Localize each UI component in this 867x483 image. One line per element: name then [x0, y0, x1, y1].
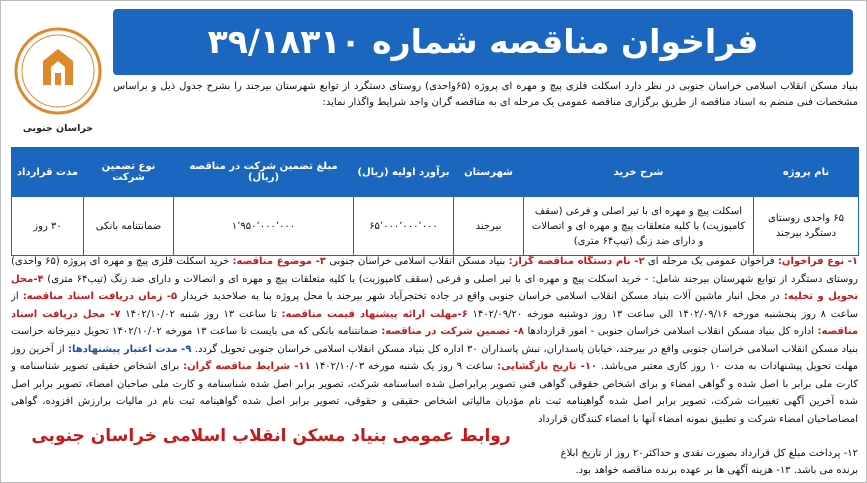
header-project-name: نام پروژه: [754, 148, 859, 197]
section-heading: ۹- مدت اعتبار پیشنهادها:: [68, 343, 192, 355]
section-heading: ۲- نام دستگاه مناقصه گزار:: [508, 256, 645, 267]
section-text: در محل انبار ماشین آلات بنیاد مسکن انقلاب اسلامی خراسان جنوبی واقع در جاده تختجرآباد شهر بیرجند یا محل پروژه بنا به صلاحدید خریدار: [177, 291, 784, 302]
public-relations-signature: روابط عمومی بنیاد مسکن انقلاب اسلامی خراسان جنوبی: [31, 426, 511, 446]
section-heading: ۳- موضوع مناقصه:: [232, 256, 326, 267]
cell-city: بیرجند: [454, 197, 524, 256]
payment-line: ۱۲- پرداخت مبلغ کل قرارداد بصورت نقدی و حداکثر۲۰ روز از تاریخ ابلاغ: [560, 448, 858, 459]
table-row: [12, 197, 859, 256]
cell-duration: ۳۰ روز: [12, 197, 84, 256]
section-text: اداره کل بنیاد مسکن انقلاب اسلامی خراسان جنوبی - امور قراردادها: [524, 326, 818, 337]
section-text: تا ساعت ۱۳ روز شنبه ۱۴۰۲/۱۰/۰۲: [120, 308, 282, 320]
header-description: شرح خرید: [524, 148, 754, 197]
cell-description: اسکلت پیچ و مهره ای با تیر اصلی و فرعی (سقف کامپوزیت) با کلیه متعلقات پیچ و مهره ای و اتصالات و دارای ضد زنگ (تیپ۶۴ متری): [524, 197, 754, 256]
section-text: برای اشخاص حقیقی تصویر شناسنامه و کارت ملی برابر با اصل شده و گواهی امضاء و برای اشخاص حقوقی گواهی فنی تصویر برابراصل شده اساسنامه شرکت، تصویر برابر اصل شده شناسنامه و کارت ملی صاحبان امضاء، تصویر برابر اصل شده آخرین آگهی تغییرات شرکت، تصویر برابر اصل شده گواهینامه ثبت نام مؤدیان مالیاتی اشخاص حقیقی و حقوقی، تصویر برابر اصل شده گواهینامه ثبت نام در مالیات برارزش افزوده، گواهی امضاصاحبان امضاء شرکت و تطبیق نمونه امضاء آنها با امضاء کنندگان قرارداد: [11, 361, 858, 425]
header-city: شهرستان: [454, 148, 524, 197]
header-estimate: برآورد اولیه (ریال): [354, 148, 454, 197]
cell-guarantee-amount: ۱٬۹۵۰٬۰۰۰٬۰۰۰: [174, 197, 354, 256]
section-text: ساعت ۹ روز یک شنبه مورخه ۱۴۰۲/۱۰/۰۳: [310, 361, 498, 372]
section-text: از آخرین روز مهلت تحویل پیشنهادات به مدت ۱۰ روز کاری معتبر می‌باشد.: [11, 343, 858, 372]
section-heading: ۵- زمان دریافت اسناد مناقصه:: [22, 291, 178, 302]
section-text: بنیاد مسکن انقلاب اسلامی خراسان جنوبی: [325, 256, 509, 267]
tender-conditions: [11, 253, 858, 428]
title-banner: [113, 9, 853, 75]
table-header-row: [12, 148, 859, 197]
section-text: خرید اسکلت فلزی پیچ و مهره ای پروژه (۶۵ واحدی) روستای دستگرد از توابع شهرستان بیرجند شامل: - خرید اسکلت پیچ و مهره ای با تیر اصلی و فرعی (سقف کامپوزیت) با کلیه متعلقات پیچ و مهره ای و اتصالات و دارای ضد زنگ (تیپ۶۴ متری): [11, 256, 858, 285]
section-text: ضمانتنامه بانکی که می بایست تا ساعت ۱۳ مورخه ۱۴۰۲/۱۰/۰۲ تحویل دبیرخانه حراست بنیاد مسکن انقلاب اسلامی خراسان جنوبی واقع در بیرجند، خیابان پاسداران، نبش پاسداران ۳۰ اداره کل بنیاد مسکن انقلاب اسلامی خراسان جنوبی تحویل گردد.: [11, 326, 858, 355]
intro-paragraph: بنیاد مسکن انقلاب اسلامی خراسان جنوبی در نظر دارد اسکلت فلزی پیچ و مهره ای پروژه (۶۵واحدی) روستای دستگرد از توابع شهرستان بیرجند را بشرح جدول ذیل و براساس مشخصات فنی منضم به اسناد مناقصه از طریق برگزاری مناقصه عمومی یک مرحله ای به مناقصه گران واجد شرایط واگذار نماید:: [113, 81, 858, 108]
section-text: فراخوان عمومی یک مرحله ای: [644, 256, 778, 267]
tender-table: [11, 147, 859, 256]
section-heading: ۷- محل دریافت اسناد مناقصه:: [11, 308, 859, 337]
payment-terms: [11, 445, 858, 479]
section-heading: ۱۱- شرایط مناقصه گران:: [183, 361, 311, 372]
organization-name: خراسان جنوبی: [22, 123, 94, 134]
section-heading: ۶-مهلت ارائه پیشنهاد قیمت مناقصه:: [281, 308, 468, 320]
payment-line: برنده می باشد. ۱۳- هزینه آگهی ها بر عهده برنده مناقصه خواهد بود.: [575, 465, 858, 476]
header-duration: مدت قرارداد: [12, 148, 84, 197]
section-heading: ۱- نوع فراخوان:: [777, 256, 858, 267]
cell-project-name: ۶۵ واحدی روستای دستگرد بیرجند: [754, 197, 859, 256]
cell-estimate: ۶۵٬۰۰۰٬۰۰۰٬۰۰۰: [354, 197, 454, 256]
page-title: فراخوان مناقصه شماره ۳۹/۱۸۳۱۰: [207, 22, 759, 61]
foundation-logo-icon: [13, 13, 103, 135]
section-heading: ۴-محل تحویل و تخلیه:: [11, 273, 858, 302]
section-heading: ۸- تضمین شرکت در مناقصه:: [381, 326, 524, 337]
section-heading: ۱۰- تاریخ بازگشایی:: [497, 361, 598, 372]
section-text: از ساعت ۸ روز پنجشنبه مورخه ۱۴۰۲/۰۹/۱۶ الی ساعت ۱۳ روز دوشنبه مورخه ۱۴۰۲/۰۹/۲۰: [11, 291, 858, 320]
header-guarantee-amount: مبلغ تضمین شرکت در مناقصه (ریال): [174, 148, 354, 197]
header-guarantee-type: نوع تضمین شرکت: [84, 148, 174, 197]
cell-guarantee-type: ضمانتنامه بانکی: [84, 197, 174, 256]
